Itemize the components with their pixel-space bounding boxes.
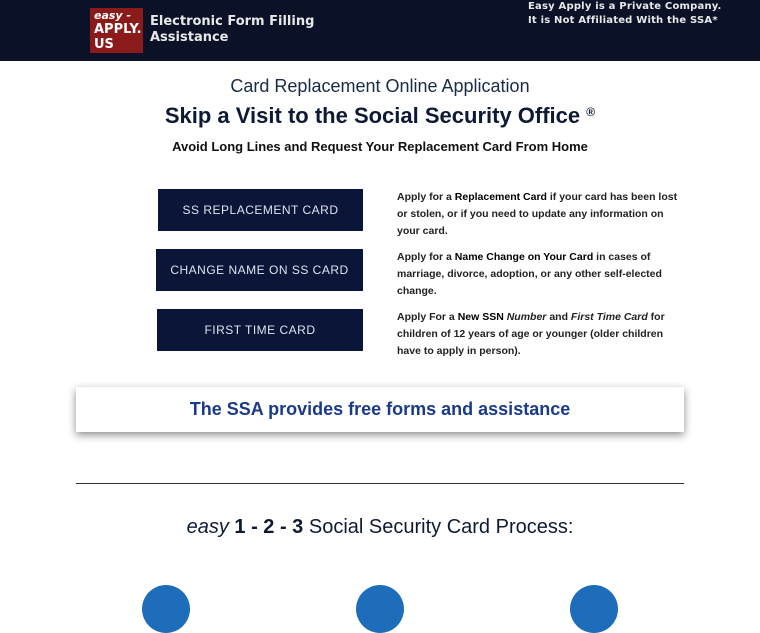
first-time-card-button[interactable]: FIRST TIME CARD (157, 309, 363, 351)
logo-line: US (94, 37, 114, 52)
ss-replacement-card-button[interactable]: SS REPLACEMENT CARD (158, 189, 363, 231)
process-steps: 1 - 2 - 3 (234, 516, 304, 538)
desc-text: Apply for a (397, 251, 455, 263)
replacement-card-description (397, 189, 687, 240)
desc-italic: First Time Card (570, 311, 648, 323)
page-title: Card Replacement Online Application (230, 76, 530, 96)
process-heading (0, 516, 760, 539)
brand-tagline (150, 14, 314, 46)
desc-text: Apply for a (397, 191, 455, 203)
desc-bold: New SSN (457, 311, 504, 323)
registered-mark: ® (586, 105, 596, 119)
step-2-icon (356, 585, 404, 633)
first-time-card-description (397, 309, 687, 360)
disclaimer (528, 0, 722, 28)
desc-text: if your card has been lost or stolen, or if you need to update any information on your card. (397, 191, 678, 237)
step-3-icon (570, 585, 618, 633)
desc-text: in cases of marriage, divorce, adoption, or any other self-elected change. (397, 251, 662, 297)
divider (76, 483, 684, 484)
free-forms-banner: The SSA provides free forms and assistance (76, 387, 684, 432)
desc-italic: Number (506, 311, 547, 323)
desc-text: Apply For a (397, 311, 458, 323)
logo-line: APPLY. (94, 22, 142, 37)
process-easy: easy (186, 516, 229, 538)
site-logo[interactable] (90, 8, 143, 53)
desc-bold: Replacement Card (454, 191, 547, 203)
disclaimer-line: Easy Apply is a Private Company. (528, 1, 722, 12)
desc-text: for children of 12 years of age or younger (older children have to apply in person). (397, 311, 665, 357)
headline-text: Skip a Visit to the Social Security Office (164, 103, 581, 128)
desc-text: and (546, 311, 571, 323)
process-label: Social Security Card Process: (308, 516, 574, 538)
step-1-icon (142, 585, 190, 633)
header-bar (0, 0, 760, 61)
desc-bold: Name Change on Your Card (454, 251, 594, 263)
page-headline (0, 103, 760, 129)
change-name-button[interactable]: CHANGE NAME ON SS CARD (156, 249, 363, 291)
disclaimer-line: It is Not Affiliated With the SSA* (528, 15, 718, 26)
brand-line: Electronic Form Filling (150, 14, 315, 29)
logo-line: easy - (94, 9, 131, 22)
page-subtitle: Avoid Long Lines and Request Your Replacement Card From Home (172, 139, 588, 154)
name-change-description (397, 249, 687, 300)
brand-line: Assistance (150, 30, 229, 45)
